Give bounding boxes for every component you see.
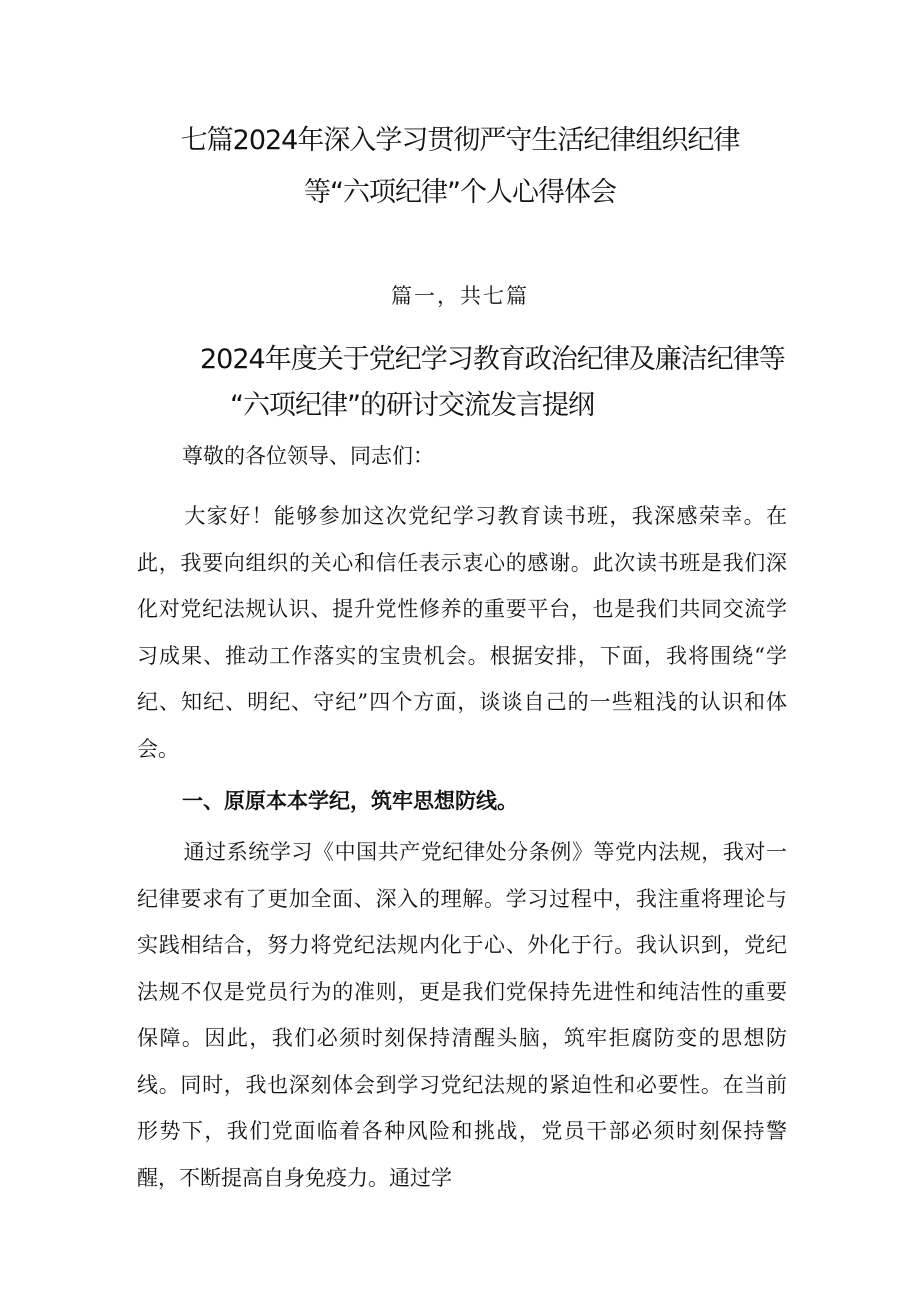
paragraph-intro-text: 大家好！能够参加这次党纪学习教育读书班，我深感荣幸。在此，我要向组织的关心和信任表示衷心的感谢。此次读书班是我们深化对党纪法规认识、提升党性修养的重要平台，也是我们共同交流学习成果、推动工作落实的宝贵机会。根据安排，下面，我将围绕“学纪、知纪、明纪、守纪”四个方面，谈谈自己的一些粗浅的认识和体会。 <box>137 504 787 761</box>
paragraph-section-1 <box>137 829 787 1201</box>
greeting: 尊敬的各位领导、同志们： <box>182 444 434 468</box>
paragraph-section-1-text: 通过系统学习《中国共产党纪律处分条例》等党内法规，我对一纪律要求有了更加全面、深入的理解。学习过程中，我注重将理论与实践相结合，努力将党纪法规内化于心、外化于行。我认识到，党纪法规不仅是党员行为的准则，更是我们党保持先进性和纯洁性的重要保障。因此，我们必须时刻保持清醒头脑，筑牢拒腐防变的思想防线。同时，我也深刻体会到学习党纪法规的紧迫性和必要性。在当前形势下，我们党面临着各种风险和挑战，党员干部必须时刻保持警醒，不断提高自身免疫力。通过学 <box>137 840 787 1190</box>
document-title-line1: 七篇2024年深入学习贯彻严守生活纪律组织纪律 <box>180 125 740 156</box>
subtitle-line1: 2024年度关于党纪学习教育政治纪律及廉洁纪律等 <box>200 344 785 375</box>
section-label: 篇一，共七篇 <box>391 284 529 308</box>
subtitle-line2: “六项纪律”的研讨交流发言提纲 <box>230 390 594 421</box>
document-title-line2: 等“六项纪律”个人心得体会 <box>304 177 616 208</box>
paragraph-intro <box>137 493 787 772</box>
section-heading-1: 一、原原本本学纪，筑牢思想防线。 <box>182 789 518 813</box>
